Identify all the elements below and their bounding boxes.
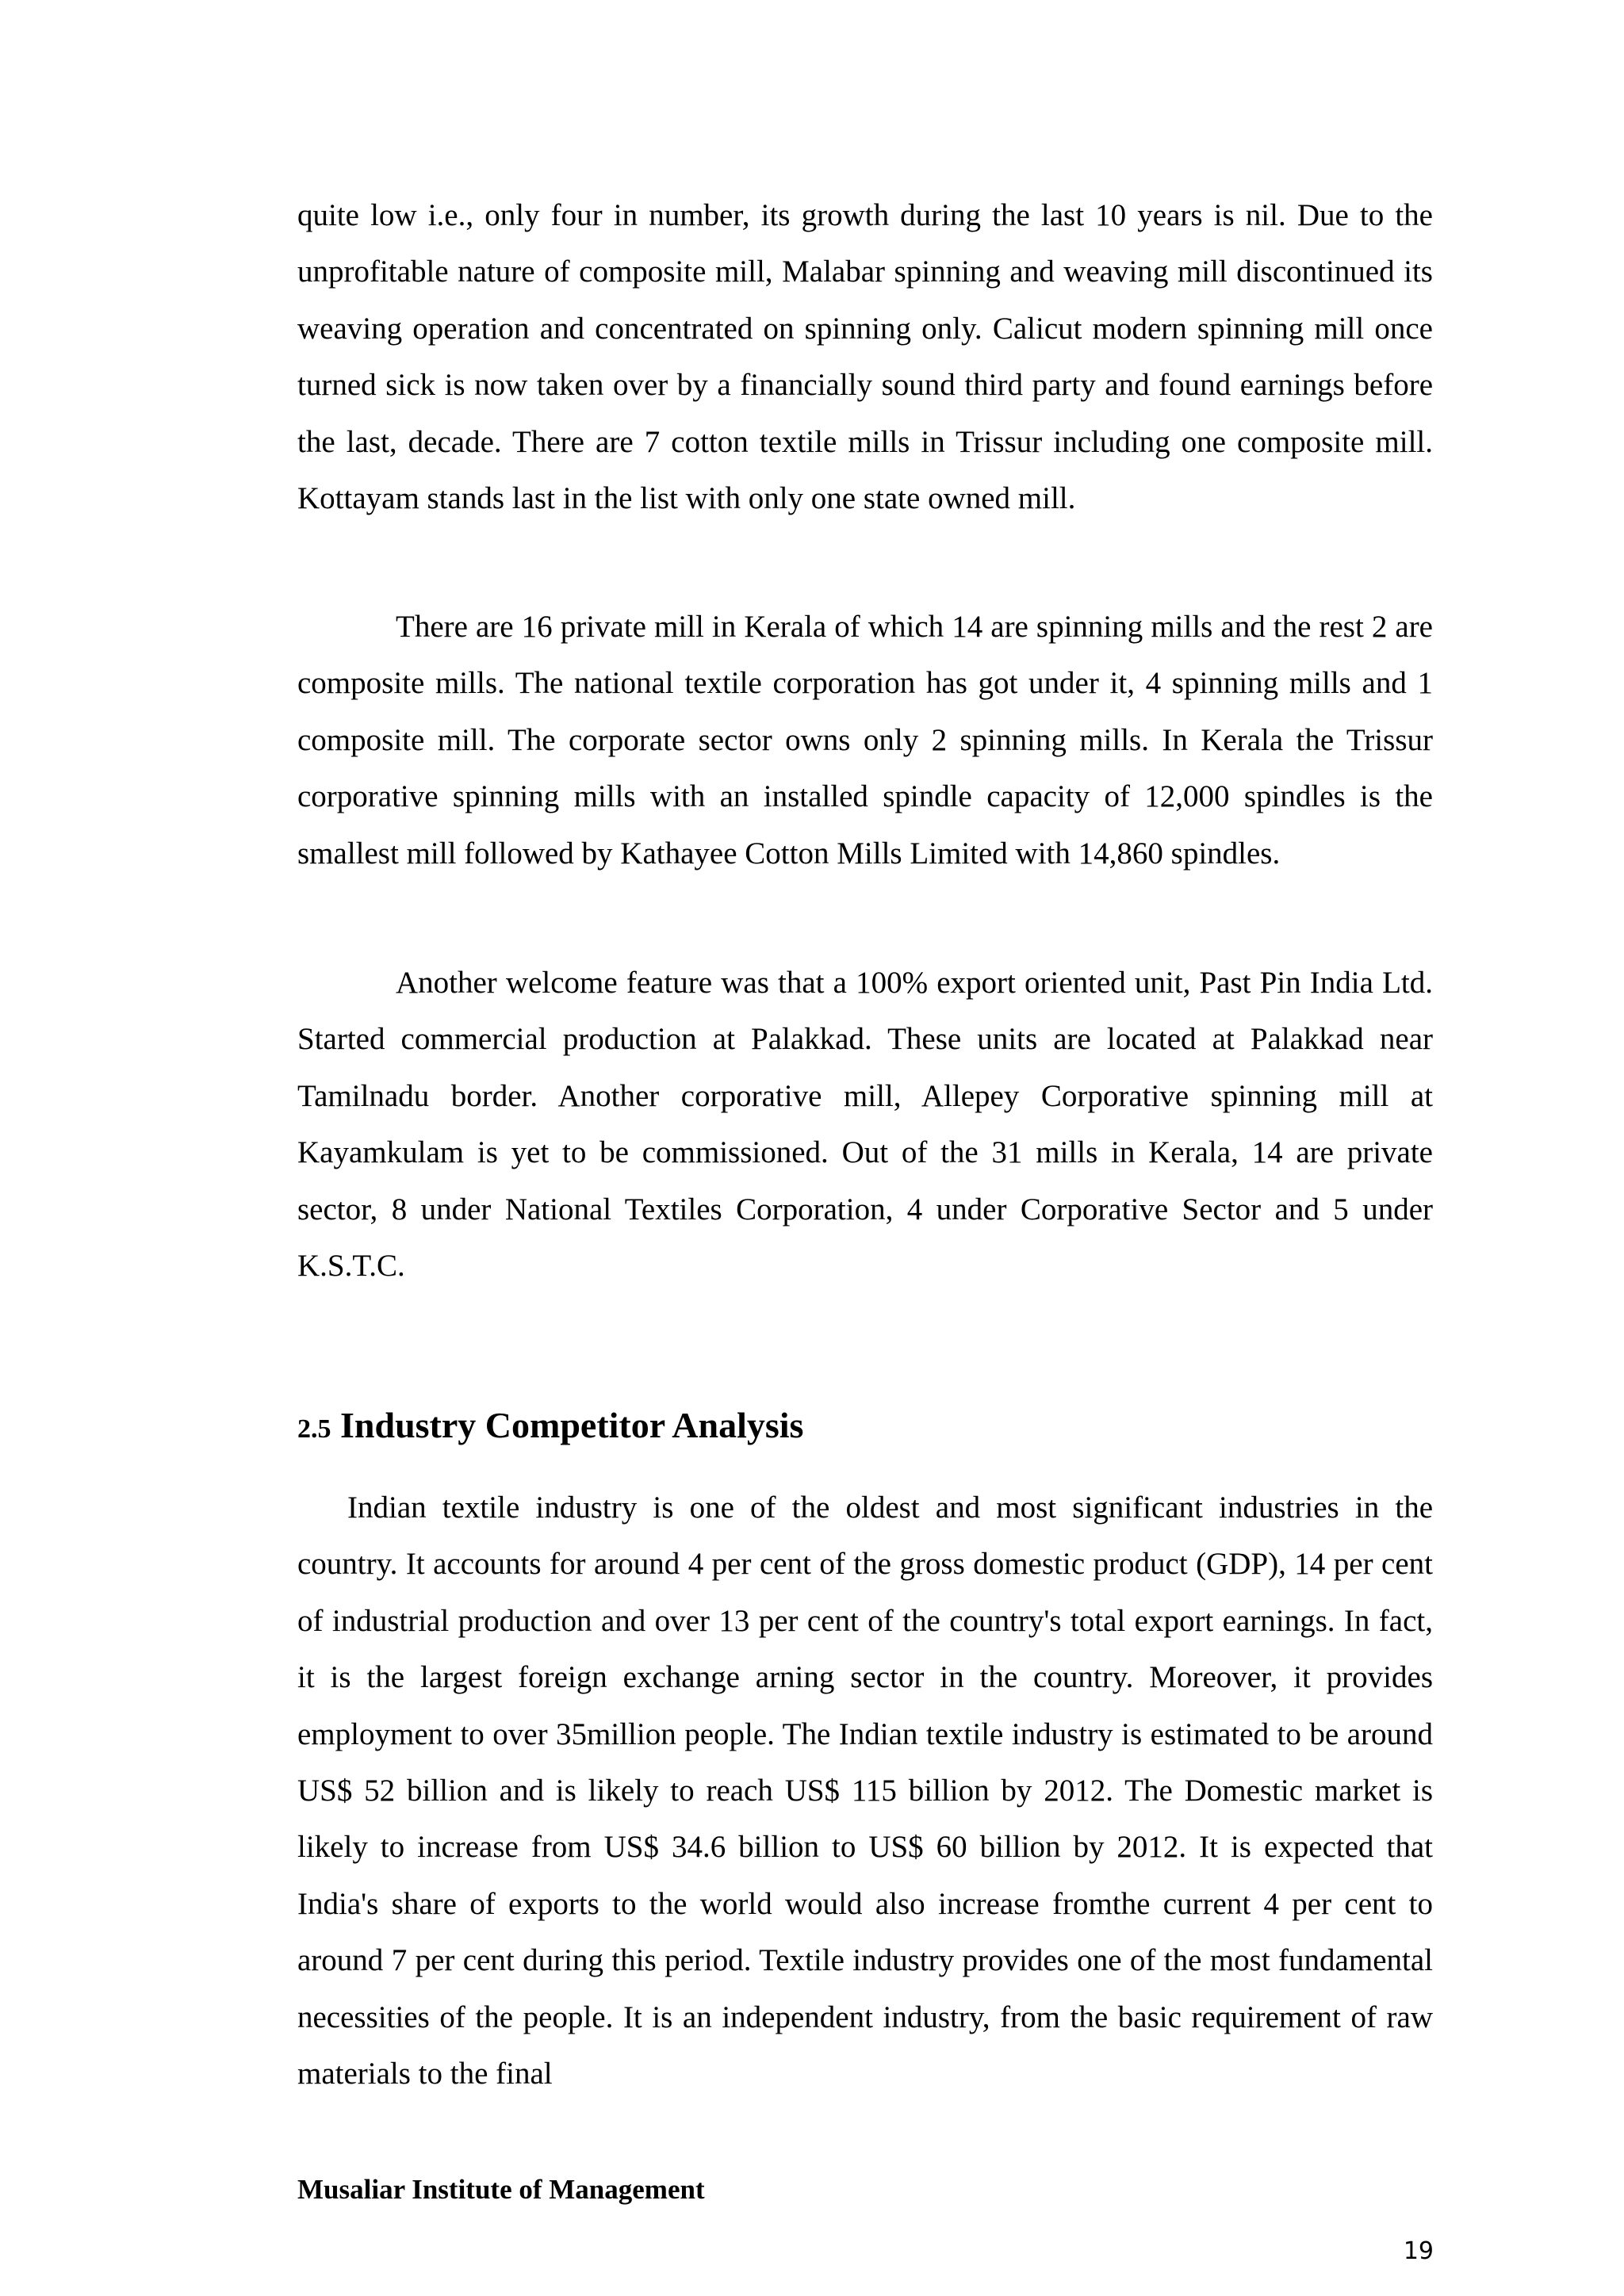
paragraph-mill-growth: quite low i.e., only four in number, its growth during the last 10 years is nil. Due to the unprofitable nature of composite mill, Malabar spinning and weaving mill discontinued its weaving operation and concentrated on spinning only. Calicut modern spinning mill once turned sick is now taken over by a financially sound third party and found earnings before the last, decade. There are 7 cotton textile mills in Trissur including one composite mill. Kottayam stands last in the list with only one state owned mill. — [297, 198, 1433, 516]
section-number: 2.5 — [297, 1414, 331, 1444]
section-title: Industry Competitor Analysis — [340, 1405, 804, 1445]
footer-institution: Musaliar Institute of Management — [297, 2174, 705, 2205]
paragraph-export-unit: Another welcome feature was that a 100% export oriented unit, Past Pin India Ltd. Started commercial production at Palakkad. These units are located at Palakkad near Tamilnadu border. Another corporative mill, Allepey Corporative spinning mill at Kayamkulam is yet to be commissioned. Out of the 31 mills in Kerala, 14 are private sector, 8 under National Textiles Corporation, 4 under Corporative Sector and 5 under K.S.T.C. — [297, 966, 1433, 1284]
paragraph-industry-overview: Indian textile industry is one of the oldest and most significant industries in the country. It accounts for around 4 per cent of the gross domestic product (GDP), 14 per cent of industrial production and over 13 per cent of the country's total export earnings. In fact, it is the largest foreign exchange arning sector in the country. Moreover, it provides employment to over 35million people. The Indian textile industry is estimated to be around US$ 52 billion and is likely to reach US$ 115 billion by 2012. The Domestic market is likely to increase from US$ 34.6 billion to US$ 60 billion by 2012. It is expected that India's share of exports to the world would also increase fromthe current 4 per cent to around 7 per cent during this period. Textile industry provides one of the most fundamental necessities of the people. It is an independent industry, from the basic requirement of raw materials to the final — [297, 1490, 1433, 2091]
paragraph-private-mills: There are 16 private mill in Kerala of which 14 are spinning mills and the rest 2 are composite mills. The national textile corporation has got under it, 4 spinning mills and 1 composite mill. The corporate sector owns only 2 spinning mills. In Kerala the Trissur corporative spinning mills with an installed spindle capacity of 12,000 spindles is the smallest mill followed by Kathayee Cotton Mills Limited with 14,860 spindles. — [297, 610, 1433, 871]
section-heading — [297, 1402, 803, 1453]
page-number: 19 — [1403, 2237, 1434, 2265]
